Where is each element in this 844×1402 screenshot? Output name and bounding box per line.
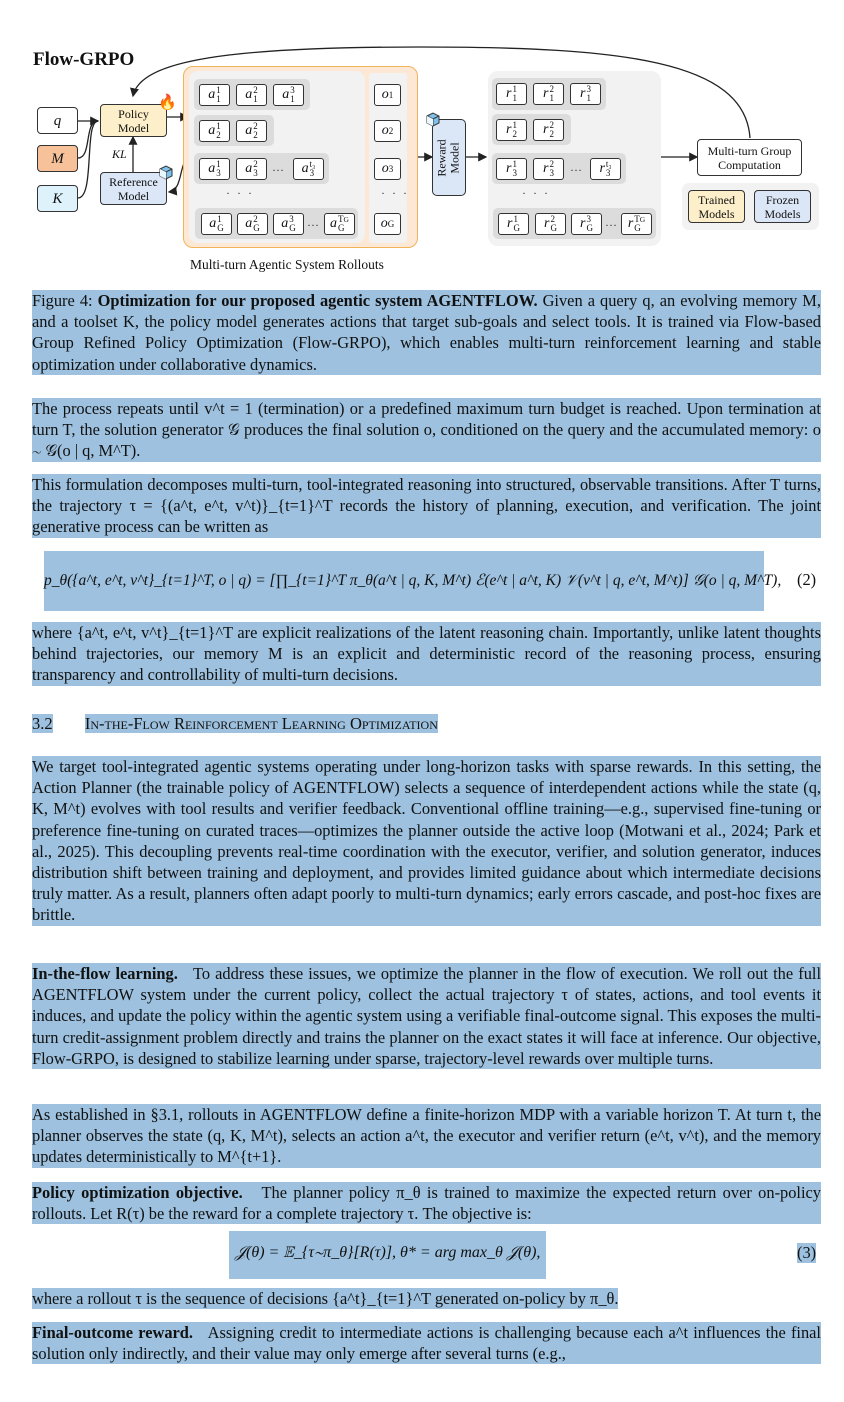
ellipsis: · · ·	[226, 186, 254, 200]
in-the-flow-heading: In-the-flow learning.	[32, 964, 178, 983]
reward-cell: r t₃ 3	[590, 158, 621, 180]
paragraph-agentic-systems	[32, 756, 821, 926]
policy-model-label-1: Policy	[118, 106, 149, 121]
legend-frozen-label-1: Frozen	[765, 192, 800, 207]
action-cell: a 3 1	[273, 84, 304, 106]
action-cell: a t₃ 3	[293, 158, 324, 180]
action-cell: a TG G	[324, 213, 355, 235]
equation-3-number: (3)	[797, 1243, 817, 1262]
figure-4-diagram: Flow-GRPO q M K Policy Model 🔥 KL Reference Model a 1 1 a 2 1 a 3 1 a 1 2 a 2 2 a 1 3 a 2 3 … a t₃ 3 · · · a 1 G a 2 G a 3 G … a TG G o 1 o 2 o 3 · · · o G Multi-turn Agentic System Rollouts Reward Model r 1 1 r 2 1 r 3 1 r 1 2 r 2 2 r 1 3 r 2 3 … r t₃ 3 · · · r 1 G r 2 G r 3 G … r TG G Multi-turn Group Computation Trained Models Frozen Models	[0, 0, 844, 285]
reward-cell: r TG G	[621, 213, 652, 235]
legend-trained-models	[688, 190, 745, 223]
action-cell: a 1 G	[201, 213, 232, 235]
paragraph-latent-chain: where {a^t, e^t, v^t}_{t=1}^T are explicit realizations of the latent reasoning chain. Importantly, unlike latent thoughts behind trajectories, our memory M is an explicit and deterministic record of the reasoning process, ensuring transparency and controllability of multi-turn decisions.	[32, 623, 821, 685]
group-computation-box	[697, 139, 802, 176]
legend-trained-label-2: Models	[698, 206, 735, 221]
output-cell: o 2	[374, 120, 401, 142]
policy-model-label-2: Model	[117, 120, 150, 135]
reward-cell: r 1 G	[498, 213, 529, 235]
input-toolset-box	[37, 185, 78, 212]
paragraph-policy-objective	[32, 1182, 821, 1224]
output-cell: o G	[374, 213, 401, 235]
legend-frozen-models	[754, 190, 811, 223]
reward-cell: r 3 G	[571, 213, 602, 235]
final-outcome-text: Assigning credit to intermediate actions is challenging because each a^t influences the final solution only indirectly, and their value may only emerge after several turns (e.g.,	[32, 1323, 821, 1364]
rollouts-caption: Multi-turn Agentic System Rollouts	[190, 257, 384, 272]
paragraph-rollout-definition: where a rollout τ is the sequence of decisions {a^t}_{t=1}^T generated on-policy by π_θ.	[32, 1289, 619, 1308]
figure-title: Flow-GRPO	[33, 49, 135, 70]
output-cell: o 3	[374, 158, 401, 180]
action-cell: a 1 1	[199, 84, 230, 106]
paragraph-termination: The process repeats until v^t = 1 (termination) or a predefined maximum turn budget is reached. Upon termination at turn T, the solution generator 𝒢 produces the final solution o, conditioned on the query and the accumulated memory: o ∼ 𝒢(o | q, M^T).	[32, 399, 821, 461]
paragraph-agentic-systems-text: We target tool-integrated agentic systems operating under long-horizon tasks with sparse rewards. In this setting, the Action Planner (the trainable policy of AGENTFLOW) selects a sequence of interdependent actions while the state (q, K, M^t) evolves with tool results and verifier feedback. Conventional offline training—e.g., supervised fine-tuning or preference fine-tuning on curated traces—optimizes the planner outside the active loop (Motwani et al., 2024; Park et al., 2025). This decoupling prevents real-time coordination with the executor, verifier, and solution generator, induces distribution shift between training and deployment, and provides limited guidance about which intermediate decisions truly matter. As a result, planners often adapt poorly to multi-turn dynamics; early errors cascade, and post-hoc fixes are brittle.	[32, 757, 821, 925]
query-label: q	[53, 112, 62, 129]
reward-model-label-2: Model	[448, 141, 463, 174]
final-outcome-heading: Final-outcome reward.	[32, 1323, 194, 1342]
figure-caption	[32, 290, 821, 375]
mdp-text: As established in §3.1, rollouts in AGENTFLOW define a finite-horizon MDP with a variable horizon T. At turn t, the planner observes the state (q, K, M^t), selects an action a^t, the executor and verifier return (e^t, v^t), and the memory updates deterministically to M^{t+1}.	[32, 1105, 821, 1167]
reward-cell: r 2 G	[535, 213, 566, 235]
paragraph-final-outcome	[32, 1322, 821, 1364]
reward-model-box	[432, 119, 466, 196]
action-cell: a 1 3	[199, 158, 230, 180]
equation-2-number: (2)	[797, 570, 817, 589]
reward-model-label-1: Reward	[435, 138, 450, 177]
kl-label: KL	[112, 147, 127, 161]
reward-cell: r 3 1	[570, 83, 601, 105]
action-cell: a 2 2	[236, 120, 267, 142]
policy-model-box	[100, 104, 167, 137]
paragraph-mdp	[32, 1104, 821, 1168]
group-computation-label-2: Computation	[718, 157, 781, 172]
paragraph-in-the-flow	[32, 963, 821, 1069]
equation-3: 𝒥(θ) = 𝔼_{τ∼π_θ}[R(τ)], θ* = arg max_θ 𝒥(θ),	[229, 1231, 546, 1279]
fire-icon: 🔥	[158, 95, 177, 111]
legend-trained-label-1: Trained	[698, 192, 735, 207]
section-title: In-the-Flow Reinforcement Learning Optimization	[84, 714, 438, 733]
action-cell: a 2 G	[237, 213, 268, 235]
group-computation-label-1: Multi-turn Group	[707, 143, 792, 158]
frozen-cube-icon	[425, 111, 441, 127]
output-cell: o 1	[374, 84, 401, 106]
section-number: 3.2	[32, 714, 53, 733]
memory-label: M	[51, 150, 64, 167]
caption-text: Given a query q, an evolving memory M, and a toolset K, the policy model generates actions that target sub-goals and select tools. It is trained via Flow-based Group Refined Policy Optimization (Flow-GRPO), which enables multi-turn reinforcement learning and stable optimization under collaborative dynamics.	[32, 291, 821, 374]
reward-cell: r 2 3	[533, 158, 564, 180]
input-query-box	[37, 107, 78, 134]
paragraph-formulation: This formulation decomposes multi-turn, tool-integrated reasoning into structured, observable transitions. After T turns, the trajectory τ = {(a^t, e^t, v^t)}_{t=1}^T records the history of planning, execution, and verification. The joint generative process can be written as	[32, 475, 821, 537]
reference-model-label-1: Reference	[109, 174, 158, 189]
reference-model-box	[100, 172, 167, 205]
equation-2: p_θ({a^t, e^t, v^t}_{t=1}^T, o | q) = [∏_{t=1}^T π_θ(a^t | q, K, M^t) ℰ(e^t | a^t, K) 𝒱(v^t | q, e^t, M^t)] 𝒢(o | q, M^T),	[44, 551, 764, 611]
action-cell: a 3 G	[273, 213, 304, 235]
policy-objective-text: The planner policy π_θ is trained to maximize the expected return over on-policy rollouts. Let R(τ) be the reward for a complete trajectory τ. The objective is:	[32, 1183, 821, 1224]
in-the-flow-text: To address these issues, we optimize the planner in the flow of execution. We roll out the full AGENTFLOW system under the current policy, collect the actual trajectory τ of states, actions, and tool events it induces, and update the policy within the agentic system using a verifiable final-outcome signal. This exposes the multi-turn credit-assignment problem directly and trains the planner on the exact states it will face at inference. Our objective, Flow-GRPO, is designed to stabilize learning under sparse, trajectory-level rewards over multiple turns.	[32, 964, 822, 1068]
caption-label: Figure 4:	[32, 291, 93, 310]
frozen-cube-icon	[158, 164, 174, 180]
reward-cell: r 1 2	[496, 119, 527, 141]
reward-cell: r 1 3	[496, 158, 527, 180]
legend-frozen-label-2: Models	[764, 206, 801, 221]
reward-cell: r 2 1	[533, 83, 564, 105]
policy-objective-heading: Policy optimization objective.	[32, 1183, 243, 1202]
caption-title: Optimization for our proposed agentic system AGENTFLOW.	[97, 291, 538, 310]
section-heading	[32, 714, 438, 734]
action-cell: a 2 1	[236, 84, 267, 106]
action-cell: a 1 2	[199, 120, 230, 142]
reward-cell: r 2 2	[533, 119, 564, 141]
toolset-label: K	[52, 190, 63, 207]
action-cell: a 2 3	[236, 158, 267, 180]
reward-cell: r 1 1	[496, 83, 527, 105]
input-memory-box	[37, 145, 78, 172]
reference-model-label-2: Model	[117, 188, 150, 203]
